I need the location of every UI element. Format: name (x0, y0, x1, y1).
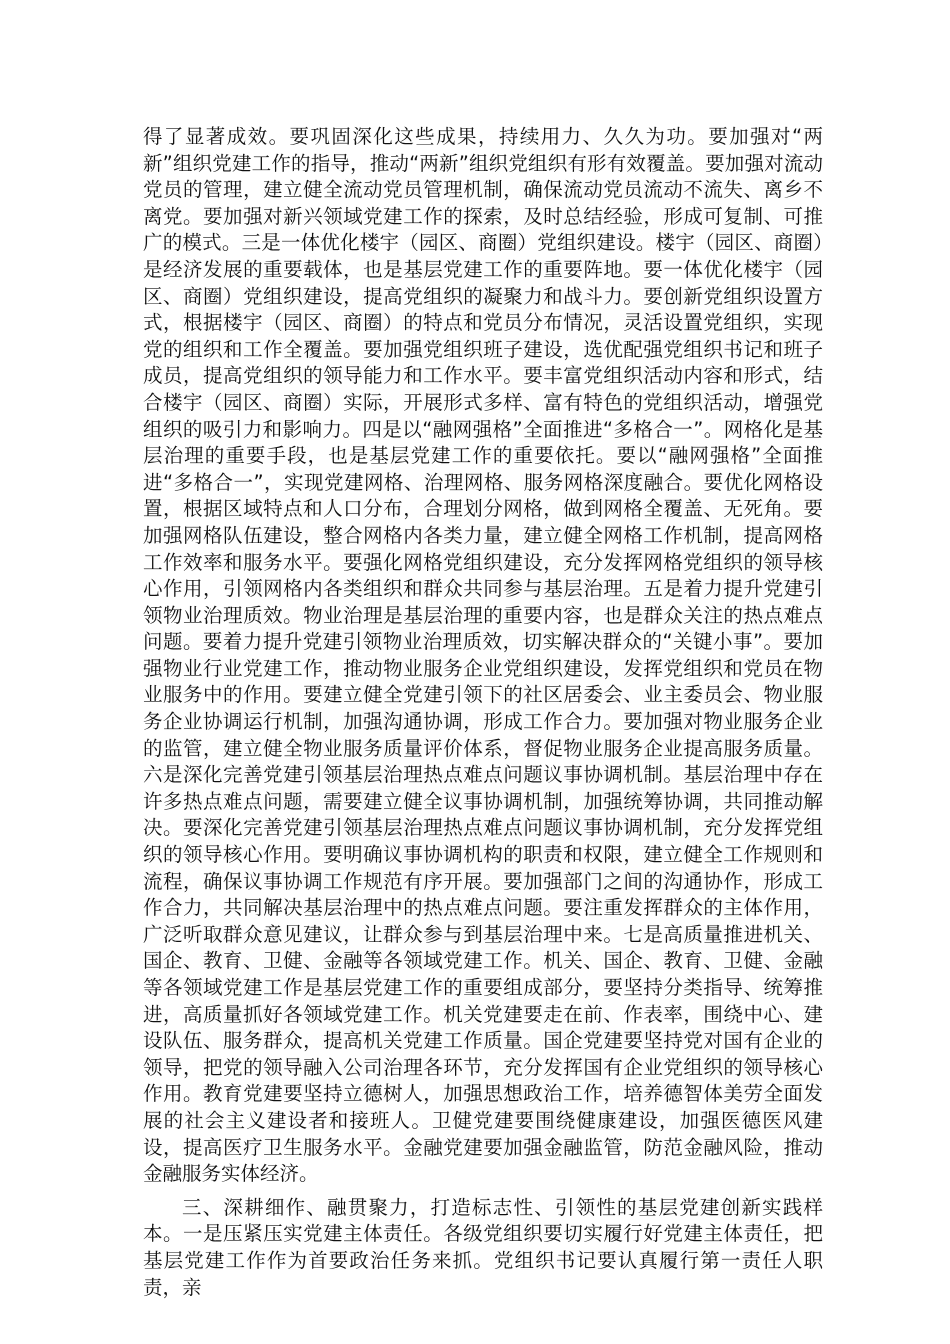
document-page (143, 124, 823, 1301)
body-paragraph-2: 三、深耕细作、融贯聚力，打造标志性、引领性的基层党建创新实践样本。一是压紧压实党建主体责任。各级党组织要切实履行好党建主体责任，把基层党建工作作为首要政治任务来抓。党组织书记要认真履行第一责任人职责，亲 (143, 1195, 823, 1299)
body-paragraph-1: 得了显著成效。要巩固深化这些成果，持续用力、久久为功。要加强对“两新”组织党建工作的指导，推动“两新”组织党组织有形有效覆盖。要加强对流动党员的管理，建立健全流动党员管理机制，确保流动党员流动不流失、离乡不离党。要加强对新兴领域党建工作的探索，及时总结经验，形成可复制、可推广的模式。三是一体优化楼宇（园区、商圈）党组织建设。楼宇（园区、商圈）是经济发展的重要载体，也是基层党建工作的重要阵地。要一体优化楼宇（园区、商圈）党组织建设，提高党组织的凝聚力和战斗力。要创新党组织设置方式，根据楼宇（园区、商圈）的特点和党员分布情况，灵活设置党组织，实现党的组织和工作全覆盖。要加强党组织班子建设，选优配强党组织书记和班子成员，提高党组织的领导能力和工作水平。要丰富党组织活动内容和形式，结合楼宇（园区、商圈）实际，开展形式多样、富有特色的党组织活动，增强党组织的吸引力和影响力。四是以“融网强格”全面推进“多格合一”。网格化是基层治理的重要手段，也是基层党建工作的重要依托。要以“融网强格”全面推进“多格合一”，实现党建网格、治理网格、服务网格深度融合。要优化网格设置，根据区域特点和人口分布，合理划分网格，做到网格全覆盖、无死角。要加强网格队伍建设，整合网格内各类力量，建立健全网格工作机制，提高网格工作效率和服务水平。要强化网格党组织建设，充分发挥网格党组织的领导核心作用，引领网格内各类组织和群众共同参与基层治理。五是着力提升党建引领物业治理质效。物业治理是基层治理的重要内容，也是群众关注的热点难点问题。要着力提升党建引领物业治理质效，切实解决群众的“关键小事”。要加强物业行业党建工作，推动物业服务企业党组织建设，发挥党组织和党员在物业服务中的作用。要建立健全党建引领下的社区居委会、业主委员会、物业服务企业协调运行机制，加强沟通协调，形成工作合力。要加强对物业服务企业的监管，建立健全物业服务质量评价体系，督促物业服务企业提高服务质量。六是深化完善党建引领基层治理热点难点问题议事协调机制。基层治理中存在许多热点难点问题，需要建立健全议事协调机制，加强统筹协调，共同推动解决。要深化完善党建引领基层治理热点难点问题议事协调机制，充分发挥党组织的领导核心作用。要明确议事协调机构的职责和权限，建立健全工作规则和流程，确保议事协调工作规范有序开展。要加强部门之间的沟通协作，形成工作合力，共同解决基层治理中的热点难点问题。要注重发挥群众的主体作用，广泛听取群众意见建议，让群众参与到基层治理中来。七是高质量推进机关、国企、教育、卫健、金融等各领域党建工作。机关、国企、教育、卫健、金融等各领域党建工作是基层党建工作的重要组成部分，要坚持分类指导、统筹推进，高质量抓好各领域党建工作。机关党建要走在前、作表率，围绕中心、建设队伍、服务群众，提高机关党建工作质量。国企党建要坚持党对国有企业的领导，把党的领导融入公司治理各环节，充分发挥国有企业党组织的领导核心作用。教育党建要坚持立德树人，加强思想政治工作，培养德智体美劳全面发展的社会主义建设者和接班人。卫健党建要围绕健康建设，加强医德医风建设，提高医疗卫生服务水平。金融党建要加强金融监管，防范金融风险，推动金融服务实体经济。 (143, 125, 823, 1186)
